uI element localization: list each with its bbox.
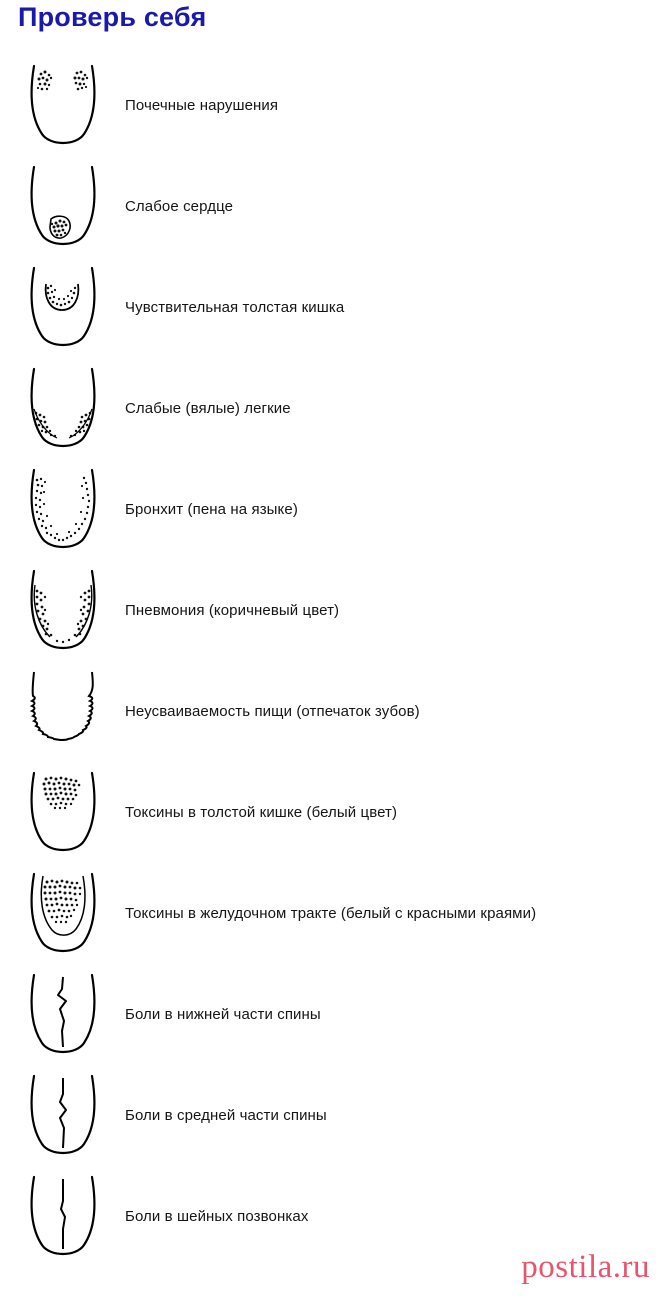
list-item-label: Боли в нижней части спины — [125, 1006, 321, 1023]
list-item — [0, 863, 660, 964]
tongue-diagnosis-list — [0, 55, 660, 1267]
tongue-pneumonia-icon — [0, 565, 125, 657]
tongue-kidney-disorder-icon — [0, 60, 125, 152]
page-title: Проверь себя — [18, 2, 207, 32]
list-item — [0, 257, 660, 358]
tongue-mid-back-pain-icon — [0, 1070, 125, 1162]
tongue-bronchitis-icon — [0, 464, 125, 556]
list-item-label: Слабое сердце — [125, 198, 234, 215]
tongue-sensitive-colon-icon — [0, 262, 125, 354]
list-item — [0, 358, 660, 459]
list-item-label: Боли в шейных позвонках — [125, 1208, 309, 1225]
list-item — [0, 1065, 660, 1166]
list-item-label: Почечные нарушения — [125, 97, 279, 114]
list-item-label: Токсины в толстой кишке (белый цвет) — [125, 804, 398, 821]
tongue-gastric-toxins-icon — [0, 868, 125, 960]
tongue-weak-heart-icon — [0, 161, 125, 253]
list-item — [0, 156, 660, 257]
tongue-lower-back-pain-icon — [0, 969, 125, 1061]
list-item-label: Токсины в желудочном тракте (белый с красными краями) — [125, 905, 537, 922]
list-item — [0, 661, 660, 762]
list-item — [0, 459, 660, 560]
list-item-label: Слабые (вялые) легкие — [125, 400, 291, 417]
list-item-label: Пневмония (коричневый цвет) — [125, 602, 340, 619]
tongue-weak-lungs-icon — [0, 363, 125, 455]
list-item-label: Чувствительная толстая кишка — [125, 299, 345, 316]
list-item-label: Бронхит (пена на языке) — [125, 501, 298, 518]
list-item — [0, 55, 660, 156]
tongue-cervical-pain-icon — [0, 1171, 125, 1263]
tongue-indigestion-icon — [0, 666, 125, 758]
list-item — [0, 762, 660, 863]
watermark: postila.ru — [521, 1249, 650, 1285]
list-item-label: Неусваиваемость пищи (отпечаток зубов) — [125, 703, 420, 720]
list-item — [0, 560, 660, 661]
list-item-label: Боли в средней части спины — [125, 1107, 327, 1124]
list-item — [0, 964, 660, 1065]
tongue-colon-toxins-icon — [0, 767, 125, 859]
